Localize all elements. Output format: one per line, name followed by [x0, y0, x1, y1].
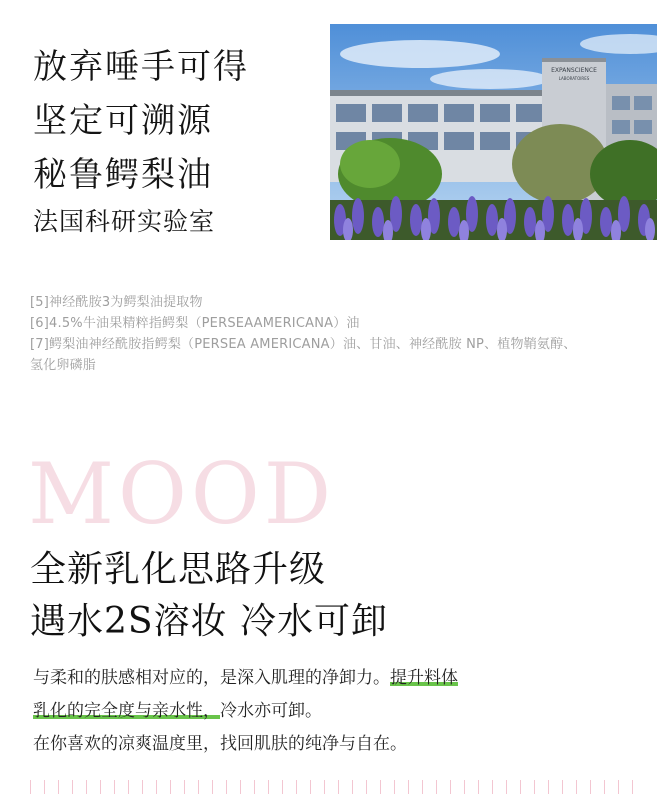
footnote-7-continued: 氢化卵磷脂 — [30, 358, 97, 373]
mood-title-line-2: 遇水2S溶妆 冷水可卸 — [30, 601, 389, 642]
lab-label: 法国科研实验室 — [33, 207, 216, 236]
body-line-2 — [33, 695, 653, 728]
footnote-6: [6]4.5%牛油果精粹指鳄梨（PERSEAAMERICANA）油 — [30, 316, 360, 331]
mood-watermark: MOOD — [28, 445, 336, 543]
hero-headline — [33, 40, 249, 202]
photo-sign-top: EXPANSCIENCE — [551, 67, 597, 74]
footnote-5: [5]神经酰胺3为鳄梨油提取物 — [30, 295, 203, 310]
headline-line-2: 坚定可溯源 — [33, 101, 213, 141]
decorative-tick-line — [30, 780, 635, 794]
body-line-2-text: 冷水亦可卸。 — [220, 701, 322, 721]
mood-body — [33, 662, 653, 761]
laboratory-photo — [330, 24, 657, 240]
body-line-1 — [33, 662, 653, 695]
footnote-7: [7]鳄梨油神经酰胺指鳄梨（PERSEA AMERICANA）油、甘油、神经酰胺 NP、植物鞘氨醇、 — [30, 337, 577, 352]
headline-line-3: 秘鲁鳄梨油 — [33, 155, 213, 195]
footnotes — [30, 292, 660, 376]
mood-title-line-1: 全新乳化思路升级 — [30, 549, 327, 590]
body-line-1-text: 与柔和的肤感相对应的，是深入肌理的净卸力。 — [33, 668, 390, 688]
body-highlight-1: 提升料体 — [390, 668, 458, 688]
body-highlight-2: 乳化的完全度与亲水性， — [33, 701, 220, 721]
body-line-3: 在你喜欢的凉爽温度里，找回肌肤的纯净与自在。 — [33, 734, 407, 754]
mood-title — [30, 544, 388, 648]
headline-line-1: 放弃唾手可得 — [33, 47, 249, 87]
photo-sign-bottom: LABORATOIRES — [558, 76, 590, 81]
